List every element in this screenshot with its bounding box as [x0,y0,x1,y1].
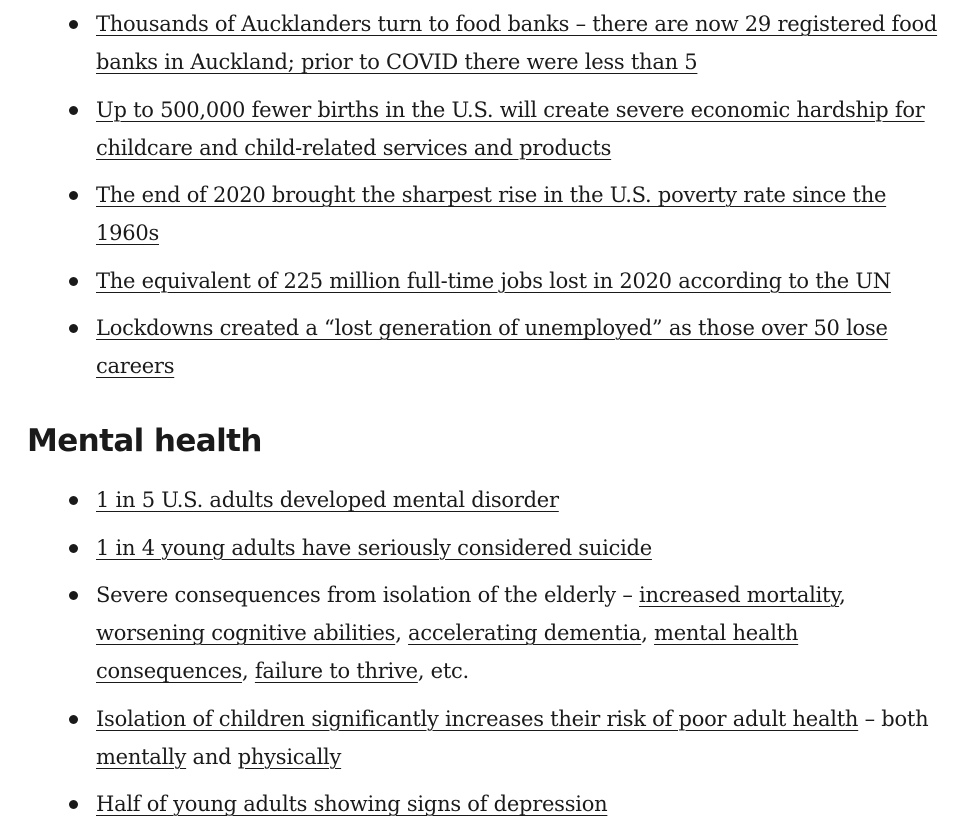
cognitive-abilities-link[interactable]: worsening cognitive abilities [96,621,396,645]
children-mid-text: – both [858,706,929,731]
bullet-dot-icon [69,496,78,505]
fewer-births-link[interactable]: Up to 500,000 fewer births in the U.S. will create severe economic hardship for childcare and child-related services and products [96,97,925,160]
bullet-dot-icon [69,20,78,29]
list-item [0,309,980,385]
bullet-dot-icon [69,277,78,286]
children-isolation-link[interactable]: Isolation of children significantly increases their risk of poor adult health [96,706,859,731]
bullet-dot-icon [69,324,78,333]
mentally-link[interactable]: mentally [96,744,187,769]
poverty-rate-link[interactable]: The end of 2020 brought the sharpest rise in the U.S. poverty rate since the 1960s [96,183,887,245]
jobs-lost-link[interactable]: The equivalent of 225 million full-time jobs lost in 2020 according to the UN [96,268,891,293]
list-item [0,262,980,300]
elderly-tail-text: , etc. [417,659,469,683]
elderly-lead-text: Severe consequences from isolation of the elderly – [96,583,639,607]
and-text: and [186,744,238,769]
accelerating-dementia-link[interactable]: accelerating dementia [408,621,642,645]
mental-health-list [0,481,980,833]
depression-link[interactable]: Half of young adults showing signs of depression [96,792,608,816]
physically-link[interactable]: physically [237,744,342,769]
bullet-dot-icon [69,715,78,724]
bullet-dot-icon [69,106,78,115]
separator-text: , [839,583,846,607]
young-adults-suicide-link[interactable]: 1 in 4 young adults have seriously considered suicide [96,535,652,560]
list-item [0,529,980,567]
economic-impact-list [0,5,980,395]
bullet-dot-icon [69,191,78,200]
increased-mortality-link[interactable]: increased mortality [639,583,840,607]
list-item [0,481,980,519]
failure-to-thrive-link[interactable]: failure to thrive [254,659,418,683]
separator-text: , [242,659,255,683]
food-banks-link[interactable]: Thousands of Aucklanders turn to food banks – there are now 29 registered food banks in Auckland; prior to COVID there were less than 5 [96,12,938,74]
bullet-dot-icon [69,800,78,809]
mental-health-consequences-link[interactable]: mental health consequences [96,621,799,683]
list-item [0,576,980,690]
adults-mental-disorder-link[interactable]: 1 in 5 U.S. adults developed mental disorder [96,488,559,512]
lost-generation-link[interactable]: Lockdowns created a “lost generation of unemployed” as those over 50 lose careers [96,316,888,378]
list-item [0,5,980,81]
list-item [0,176,980,252]
list-item [0,785,980,823]
list-item [0,91,980,167]
bullet-dot-icon [69,544,78,553]
separator-text: , [395,621,409,645]
separator-text: , [641,621,655,645]
section-heading-mental-health: Mental health [27,423,262,459]
bullet-dot-icon [69,591,78,600]
list-item [0,700,980,776]
